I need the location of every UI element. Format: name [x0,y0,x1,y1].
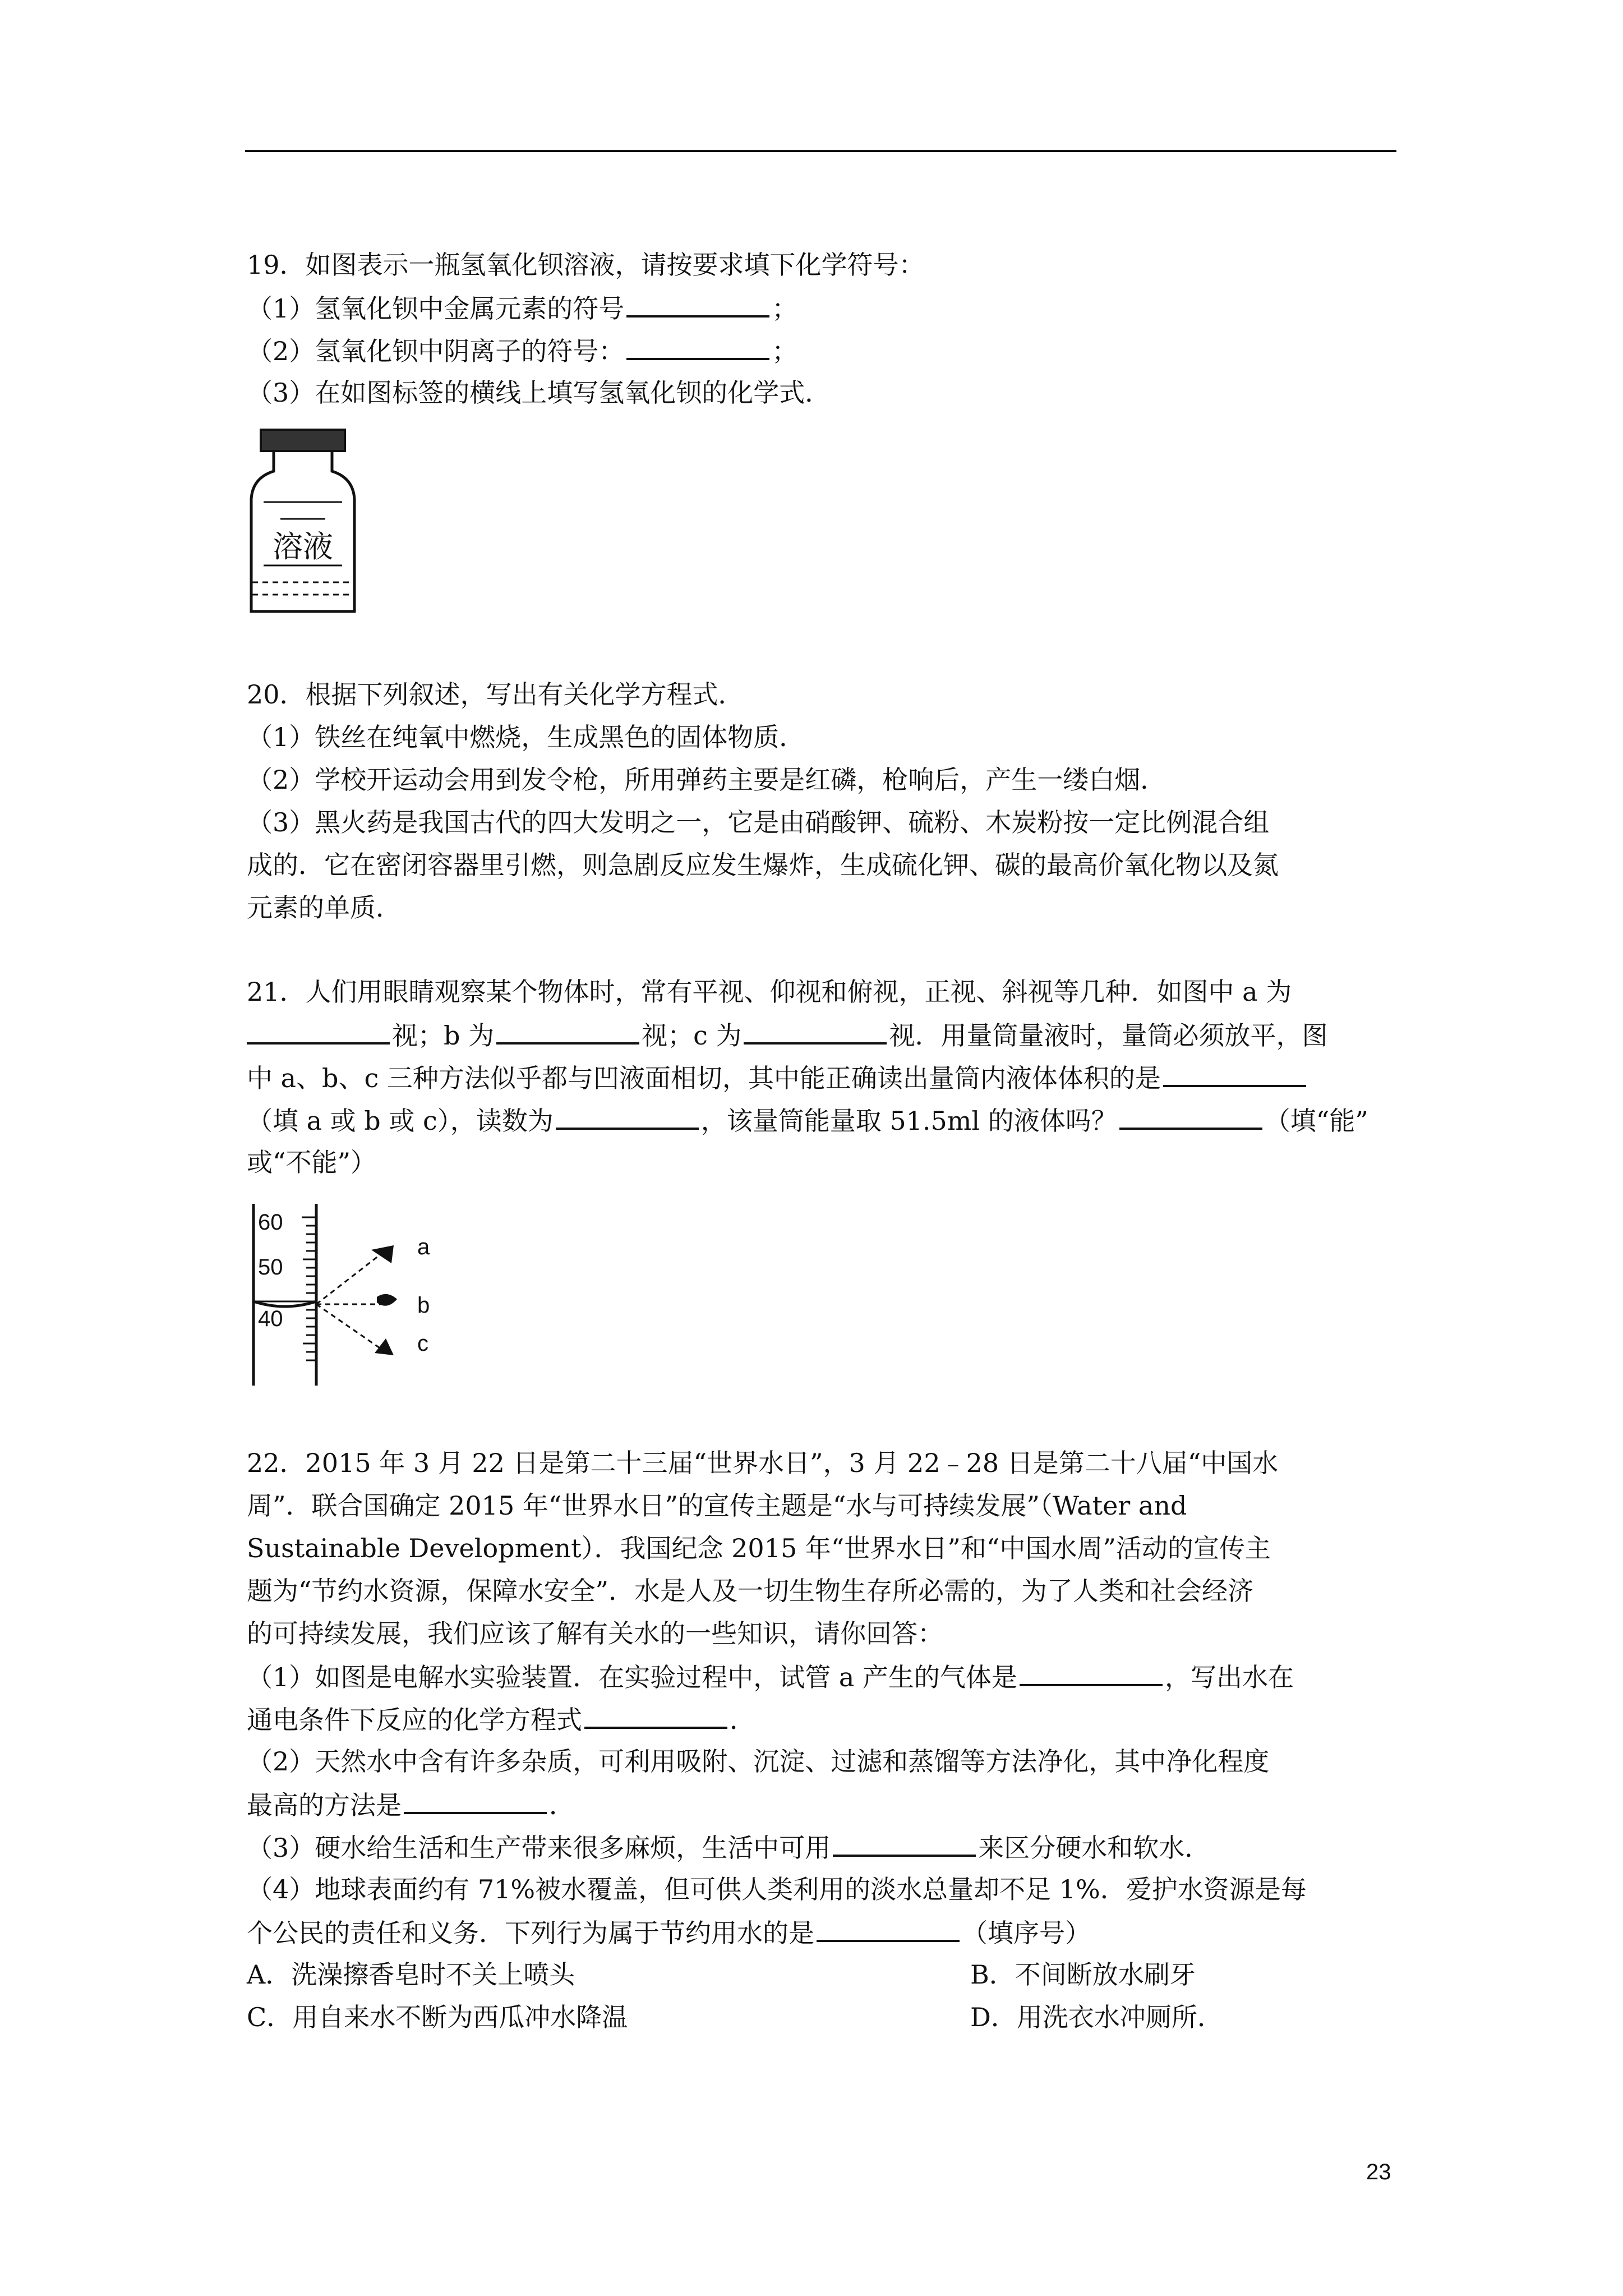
q21-line4: （填 a 或 b 或 c），读数为 ，该量筒能量取 51.5ml 的液体吗？ （填“能” [247,1103,1368,1138]
answer-blank[interactable] [817,1915,960,1942]
tick-label-50: 50 [258,1255,283,1280]
eye-b-icon [377,1294,397,1306]
graduated-cylinder-figure [247,1200,449,1386]
q22-part1-line2: 通电条件下反应的化学方程式 ． [247,1702,755,1737]
q20-part3-line2: 成的．它在密闭容器里引燃，则急剧反应发生爆炸，生成硫化钾、碳的最高价氧化物以及氮 [247,850,1279,880]
answer-blank[interactable] [626,333,769,360]
option-c[interactable]: C．用自来水不断为西瓜冲水降温 [247,2002,628,2032]
page-number: 23 [1366,2160,1391,2184]
option-d[interactable]: D．用洗衣水冲厕所． [970,2002,1223,2032]
q22-line1: 22．2015 年 3 月 22 日是第二十三届“世界水日”，3 月 22﹣28 日是第二十八届“中国水 [247,1448,1279,1478]
q19-part2: （2）氢氧化钡中阴离子的符号： ； [247,333,797,368]
q22-part2-line1: （2）天然水中含有许多杂质，可利用吸附、沉淀、过滤和蒸馏等方法净化，其中净化程度 [247,1746,1270,1777]
option-a[interactable]: A．洗澡擦香皂时不关上喷头 [247,1959,575,1990]
q21-line2: 视；b 为 视；c 为 视．用量筒量液时，量筒必须放平，图 [247,1018,1327,1052]
eye-a-icon [371,1245,394,1263]
q20-part1: （1）铁丝在纯氧中燃烧，生成黑色的固体物质． [247,722,805,752]
q22-part4-line2: 个公民的责任和义务．下列行为属于节约用水的是 （填序号） [247,1915,1091,1950]
bottle-label-text: 溶液 [273,530,333,564]
sight-lines [316,1254,381,1349]
eye-label-c: c [417,1331,428,1356]
q19-part1: （1）氢氧化钡中金属元素的符号 ； [247,291,797,325]
bottle-stopper [261,430,345,451]
reagent-bottle-figure [247,426,359,614]
q20-part3-line3: 元素的单质． [247,892,402,923]
answer-blank[interactable] [584,1702,727,1729]
answer-blank[interactable] [744,1018,887,1045]
answer-blank[interactable] [1119,1103,1262,1130]
q22-line5: 的可持续发展，我们应该了解有关水的一些知识，请你回答： [247,1618,943,1649]
answer-blank[interactable] [247,1018,390,1045]
answer-blank[interactable] [496,1018,639,1045]
tick-label-40: 40 [258,1306,283,1331]
q21-line3: 中 a、b、c 三种方法似乎都与凹液面相切，其中能正确读出量筒内液体体积的是 [247,1060,1308,1095]
answer-blank[interactable] [626,291,769,318]
q19-part3: （3）在如图标签的横线上填写氢氧化钡的化学式． [247,378,831,408]
q22-options-row1 [247,1958,1196,1991]
q19-stem: 19．如图表示一瓶氢氧化钡溶液，请按要求填下化学符号： [247,250,925,280]
header-rule [245,150,1396,152]
answer-blank[interactable] [1163,1060,1306,1087]
q20-part3-line1: （3）黑火药是我国古代的四大发明之一，它是由硝酸钾、硫粉、木炭粉按一定比例混合组 [247,807,1270,838]
q22-line3: Sustainable Development）．我国纪念 2015 年“世界水日”和“中国水周”活动的宣传主 [247,1533,1271,1563]
answer-blank[interactable] [556,1103,699,1130]
q22-line4: 题为“节约水资源，保障水安全”．水是人及一切生物生存所必需的，为了人类和社会经济 [247,1576,1254,1606]
answer-blank[interactable] [1020,1659,1163,1686]
q21-line5: 或“不能”） [247,1147,377,1177]
q21-line1: 21．人们用眼睛观察某个物体时，常有平视、仰视和俯视，正视、斜视等几种．如图中 a 为 [247,977,1292,1007]
answer-blank[interactable] [404,1787,547,1814]
option-b[interactable]: B．不间断放水刷牙 [970,1959,1196,1990]
q22-line2: 周”．联合国确定 2015 年“世界水日”的宣传主题是“水与可持续发展”（Water and [247,1490,1187,1521]
q22-part1-line1: （1）如图是电解水实验装置．在实验过程中，试管 a 产生的气体是 ，写出水在 [247,1659,1294,1694]
q22-part2-line2: 最高的方法是 ． [247,1787,575,1822]
scale-ticks [302,1217,316,1360]
q20-stem: 20．根据下列叙述，写出有关化学方程式． [247,679,744,710]
answer-blank[interactable] [833,1830,976,1857]
eye-label-a: a [417,1235,430,1259]
q22-part4-line1: （4）地球表面约有 71%被水覆盖，但可供人类利用的淡水总量却不足 1%．爱护水资源是每 [247,1874,1307,1904]
q22-options-row2 [247,2000,1223,2034]
tick-label-60: 60 [258,1210,283,1235]
eye-label-b: b [417,1293,430,1318]
q20-part2: （2）学校开运动会用到发令枪，所用弹药主要是红磷，枪响后，产生一缕白烟． [247,765,1166,795]
q22-part3: （3）硬水给生活和生产带来很多麻烦，生活中可用 来区分硬水和软水． [247,1830,1210,1865]
